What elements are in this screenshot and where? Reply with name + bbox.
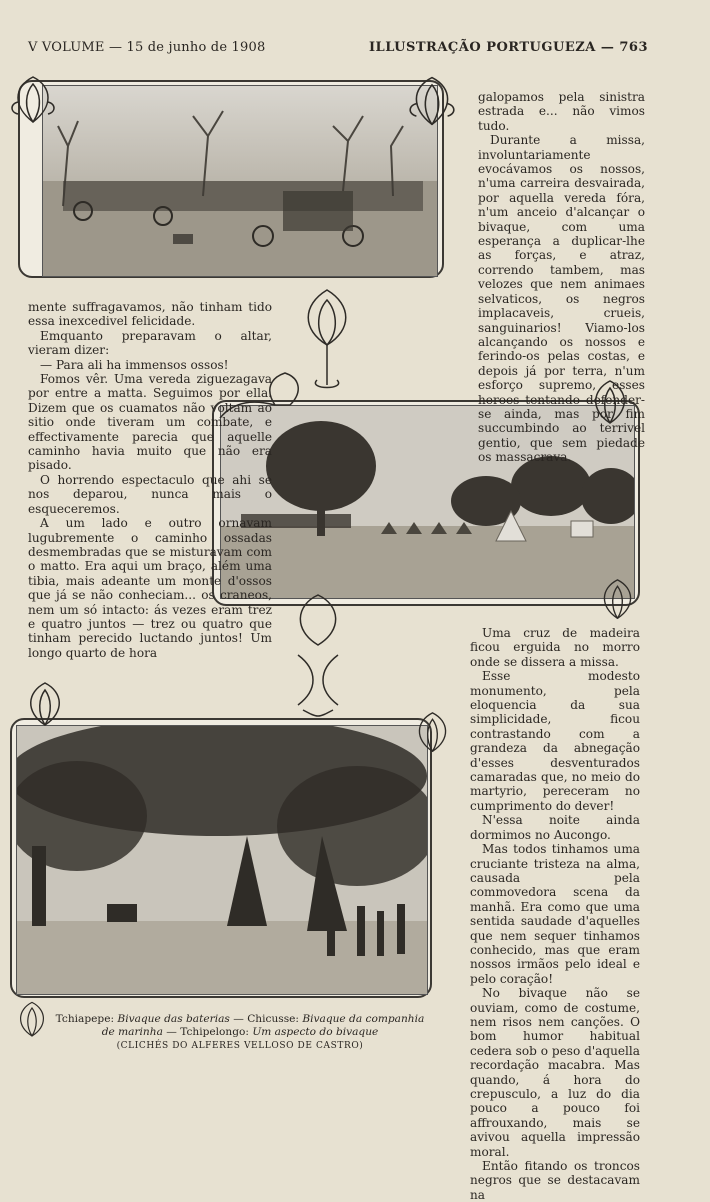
text-column-right-top: [478, 90, 645, 465]
photo-aspecto-bivaque: [16, 725, 428, 995]
paragraph: Mas todos tinhamos uma cruciante tristeza na alma, causada pela commovedora scena da manhã. Era como que uma sentida saudade d'aquelles que nem sequer tinhamos conhecido, mas que eram nossos irmãos pelo ideal e pelo coração!: [470, 842, 640, 986]
header-volume-date: V VOLUME — 15 de junho de 1908: [28, 40, 266, 55]
caption-place-2: — Chicusse:: [229, 1013, 303, 1025]
lotus-ornament-lower-right: [590, 575, 645, 625]
paragraph: A um lado e outro ornavam lugubremente o caminho ossadas desmembradas que se misturavam com o matto. Era aqui um braço, além uma tibia, mais adeante um monte d'ossos que já se não conheciam... os craneos, nem um só intacto: ás vezes eram trez e quatro juntos — trez ou quatro que tinham perecido luctando juntos! Um longo quarto de hora: [28, 516, 272, 660]
paragraph: Durante a missa, involuntariamente evocávamos os nossos, n'uma carreira desvairada, por aquella vereda fóra, n'um anceio d'alcançar o bivaque, com uma esperança a duplicar-lhe as forças, e atraz, correndo tambem, mas velozes que nem animaes selvaticos, os negros implacaveis, crueis, sanguinarios! Viamo-los alcançando os nossos e ferindo-os pelas costas, e depois já por terra, n'um esforço supremo, esses heroes tentando defender-se ainda, mas por fim succumbindo ao terrivel gentio, que sem piedade os massacrava.: [478, 133, 645, 465]
paragraph: No bivaque não se ouviam, como de costume, nem risos nem canções. O bom humor habitual cedera sob o peso d'aquella recordação macabra. Mas quando, á hora do crepusculo, a luz do dia pouco a pouco foi affrouxando, mais se avivou aquella impressão moral.: [470, 986, 641, 1159]
photo-caption: [55, 1013, 425, 1053]
paragraph: mente suffragavamos, não tinham tido essa inexcedivel felicidade.: [28, 300, 272, 329]
paragraph: N'essa noite ainda dormimos no Aucongo.: [470, 813, 640, 842]
lotus-ornament-photo3-left: [15, 680, 75, 730]
paragraph: Emquanto preparavam o altar, vieram dizer:: [28, 328, 272, 358]
text-column-right-mid: [470, 626, 640, 1202]
caption-title-1: Bivaque das baterias: [117, 1013, 230, 1025]
lotus-ornament-center-2: [278, 590, 358, 718]
caption-place-1: Tchiapepe:: [55, 1013, 118, 1025]
lotus-ornament-bottom-left: [8, 995, 56, 1045]
paragraph: Então fitando os troncos negros que se destacavam na: [470, 1159, 640, 1202]
caption-credit: (CLICHÉS DO ALFERES VELLOSO DE CASTRO): [116, 1041, 364, 1051]
caption-title-2: Bivaque da companhia de marinha: [101, 1013, 425, 1038]
caption-place-3: — Tchipelongo:: [162, 1026, 253, 1038]
paragraph: Esse modesto monumento, pela eloquencia da sua simplicidade, ficou contrastando com a grandeza da abnegação d'esses desventurados camaradas que, no meio do martyrio, pereceram no cumprimento do dever!: [470, 669, 640, 813]
paragraph: Uma cruz de madeira ficou erguida no morro onde se dissera a missa.: [470, 626, 640, 669]
header-title-page: ILLUSTRAÇÃO PORTUGUEZA — 763: [368, 40, 648, 55]
paragraph: O horrendo espectaculo que ahi se nos deparou, nunca mais o esqueceremos.: [28, 472, 272, 516]
photo-bivaque-baterias: [42, 85, 438, 277]
paragraph: Fomos vêr. Uma vereda ziguezagava por entre a matta. Seguimos por ella. Dizem que os cuamatos não voltam ao sitio onde tiveram um combate, e effectivamente parecia que aquelle caminho havia muito que não era pisado.: [28, 372, 272, 473]
lotus-ornament-top-left: [8, 72, 58, 127]
caption-title-3: Um aspecto do bivaque: [252, 1026, 379, 1038]
lotus-ornament-top-right: [406, 72, 458, 130]
text-column-left-mid: [28, 300, 272, 660]
lotus-ornament-photo3-right: [405, 708, 460, 758]
paragraph: — Para ali ha immensos ossos!: [40, 357, 229, 372]
paragraph: galopamos pela sinistra estrada e... não vimos tudo.: [478, 90, 645, 133]
